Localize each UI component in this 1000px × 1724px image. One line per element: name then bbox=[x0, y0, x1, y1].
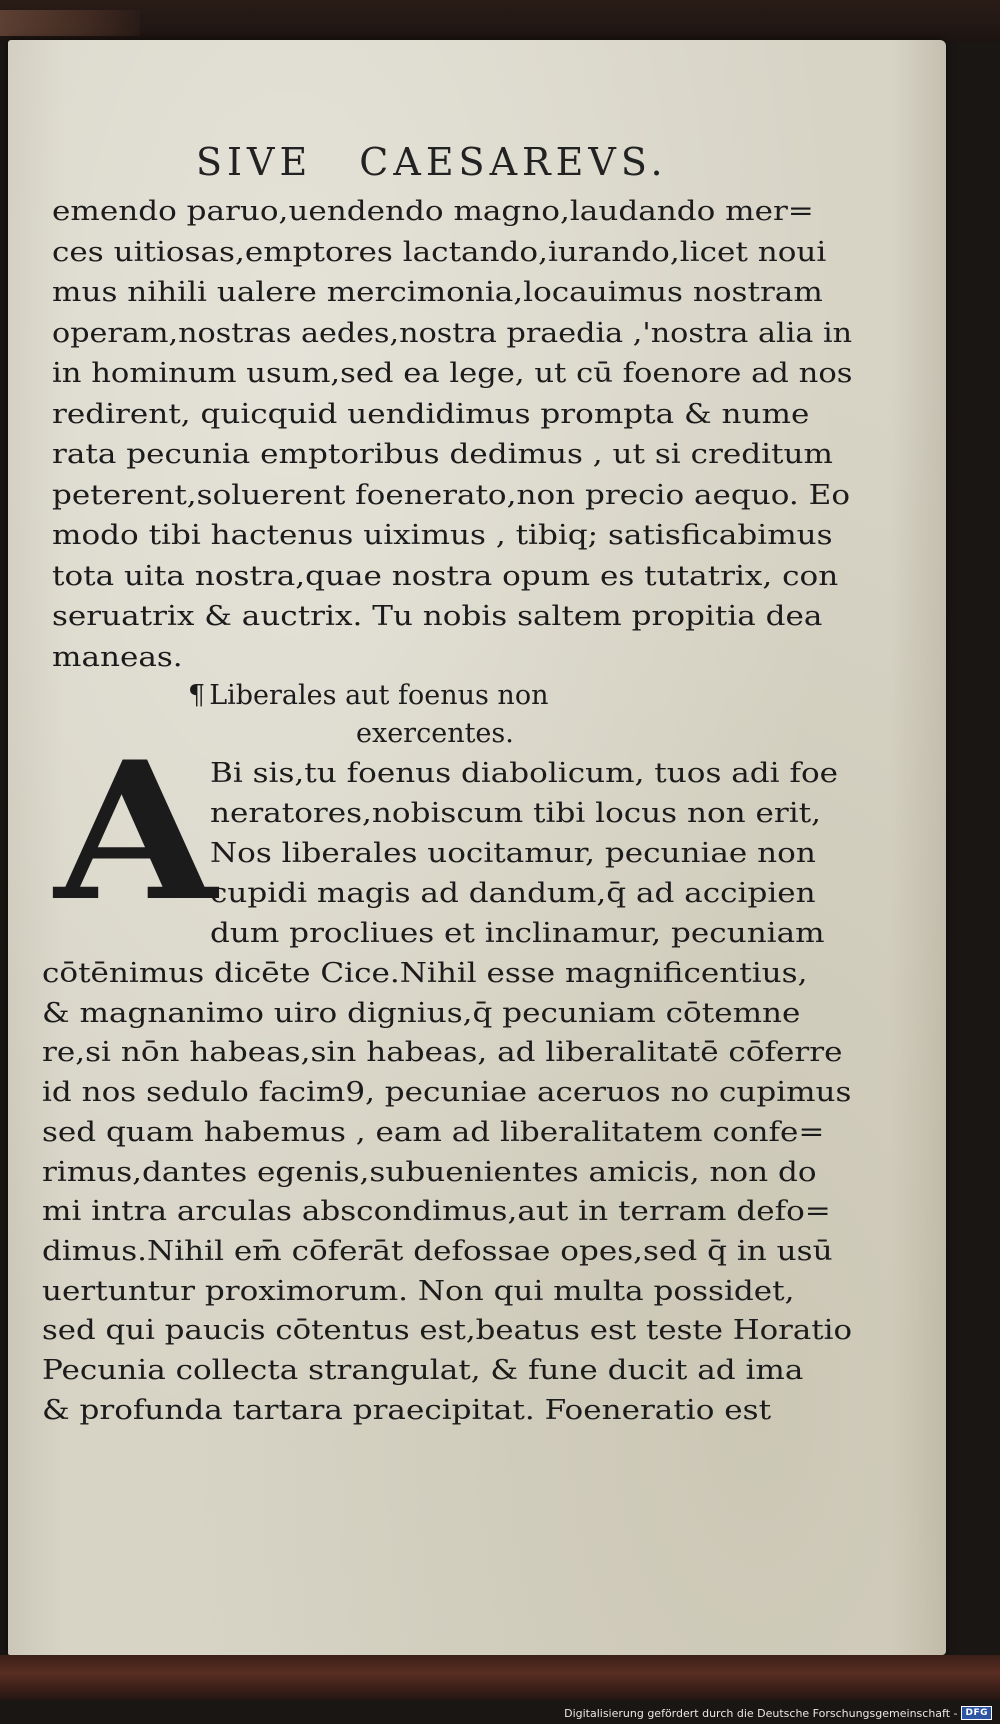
text-line: dum procliues et inclinamur, pecuniam bbox=[210, 918, 825, 949]
text-line: dimus.Nihil em̄ cōferāt defossae opes,sed q̄ in usū bbox=[42, 1235, 833, 1267]
running-head: SIVE CAESAREVS. bbox=[196, 140, 668, 184]
text-line: rata pecunia emptoribus dedimus , ut si creditum bbox=[52, 439, 833, 470]
book-binding-corner bbox=[0, 10, 140, 36]
text-line: mi intra arculas abscondimus,aut in terram defo= bbox=[42, 1196, 831, 1228]
text-line: modo tibi hactenus uiximus , tibiq; satisficabimus bbox=[52, 520, 833, 551]
text-line: sed qui paucis cōtentus est,beatus est teste Horatio bbox=[42, 1315, 853, 1347]
text-line: mus nihili ualere mercimonia,locauimus nostram bbox=[52, 277, 823, 308]
text-line: tota uita nostra,quae nostra opum es tutatrix, con bbox=[52, 560, 839, 592]
text-line: redirent, quicquid uendidimus prompta & nume bbox=[52, 398, 810, 430]
text-line: seruatrix & auctrix. Tu nobis saltem propitia dea bbox=[52, 601, 823, 632]
text-line: neratores,nobiscum tibi locus non erit, bbox=[210, 798, 822, 829]
text-line: emendo paruo,uendendo magno,laudando mer= bbox=[52, 196, 814, 227]
text-line: re,si nōn habeas,sin habeas, ad liberalitatē cōferre bbox=[42, 1037, 843, 1069]
dfg-logo-icon: DFG bbox=[961, 1706, 992, 1720]
text-line: ces uitiosas,emptores lactando,iurando,licet noui bbox=[52, 236, 827, 268]
text-line: uertuntur proximorum. Non qui multa possidet, bbox=[42, 1275, 795, 1307]
drop-cap-initial: A bbox=[54, 720, 217, 943]
text-line: & profunda tartara praecipitat. Foeneratio est bbox=[42, 1394, 772, 1426]
text-line: peterent,soluerent foenerato,non precio aequo. Eo bbox=[52, 479, 851, 511]
text-line: id nos sedulo facim9, pecuniae aceruos no cupimus bbox=[42, 1077, 852, 1109]
text-line: cupidi magis ad dandum,q̄ ad accipien bbox=[210, 878, 816, 909]
text-line: Bi sis,tu foenus diabolicum, tuos adi foe bbox=[210, 758, 839, 789]
pilcrow-icon: ¶ bbox=[188, 680, 206, 711]
book-edge-top bbox=[0, 0, 1000, 42]
section-heading-line-2: exercentes. bbox=[356, 718, 514, 749]
text-line: maneas. bbox=[52, 641, 183, 673]
text-line: operam,nostras aedes,nostra praedia ,'nostra alia in bbox=[52, 317, 853, 349]
text-line: Nos liberales uocitamur, pecuniae non bbox=[210, 838, 816, 869]
book-edge-bottom bbox=[0, 1655, 1000, 1700]
text-line: Pecunia collecta strangulat, & fune ducit ad ima bbox=[42, 1355, 804, 1386]
digitization-footer bbox=[564, 1706, 992, 1720]
text-line: in hominum usum,sed ea lege, ut cū foenore ad nos bbox=[52, 358, 853, 389]
section-heading-line-1 bbox=[188, 680, 548, 711]
text-line: & magnanimo uiro dignius,q̄ pecuniam cōtemne bbox=[42, 997, 801, 1029]
text-line: rimus,dantes egenis,subuenientes amicis, non do bbox=[42, 1156, 817, 1188]
section-heading-text-1: Liberales aut foenus non bbox=[209, 680, 549, 711]
footer-text: Digitalisierung gefördert durch die Deutsche Forschungsgemeinschaft - bbox=[564, 1706, 958, 1720]
text-line: sed quam habemus , eam ad liberalitatem confe= bbox=[42, 1116, 825, 1148]
text-line: cōtēnimus dicēte Cice.Nihil esse magnificentius, bbox=[42, 958, 808, 989]
